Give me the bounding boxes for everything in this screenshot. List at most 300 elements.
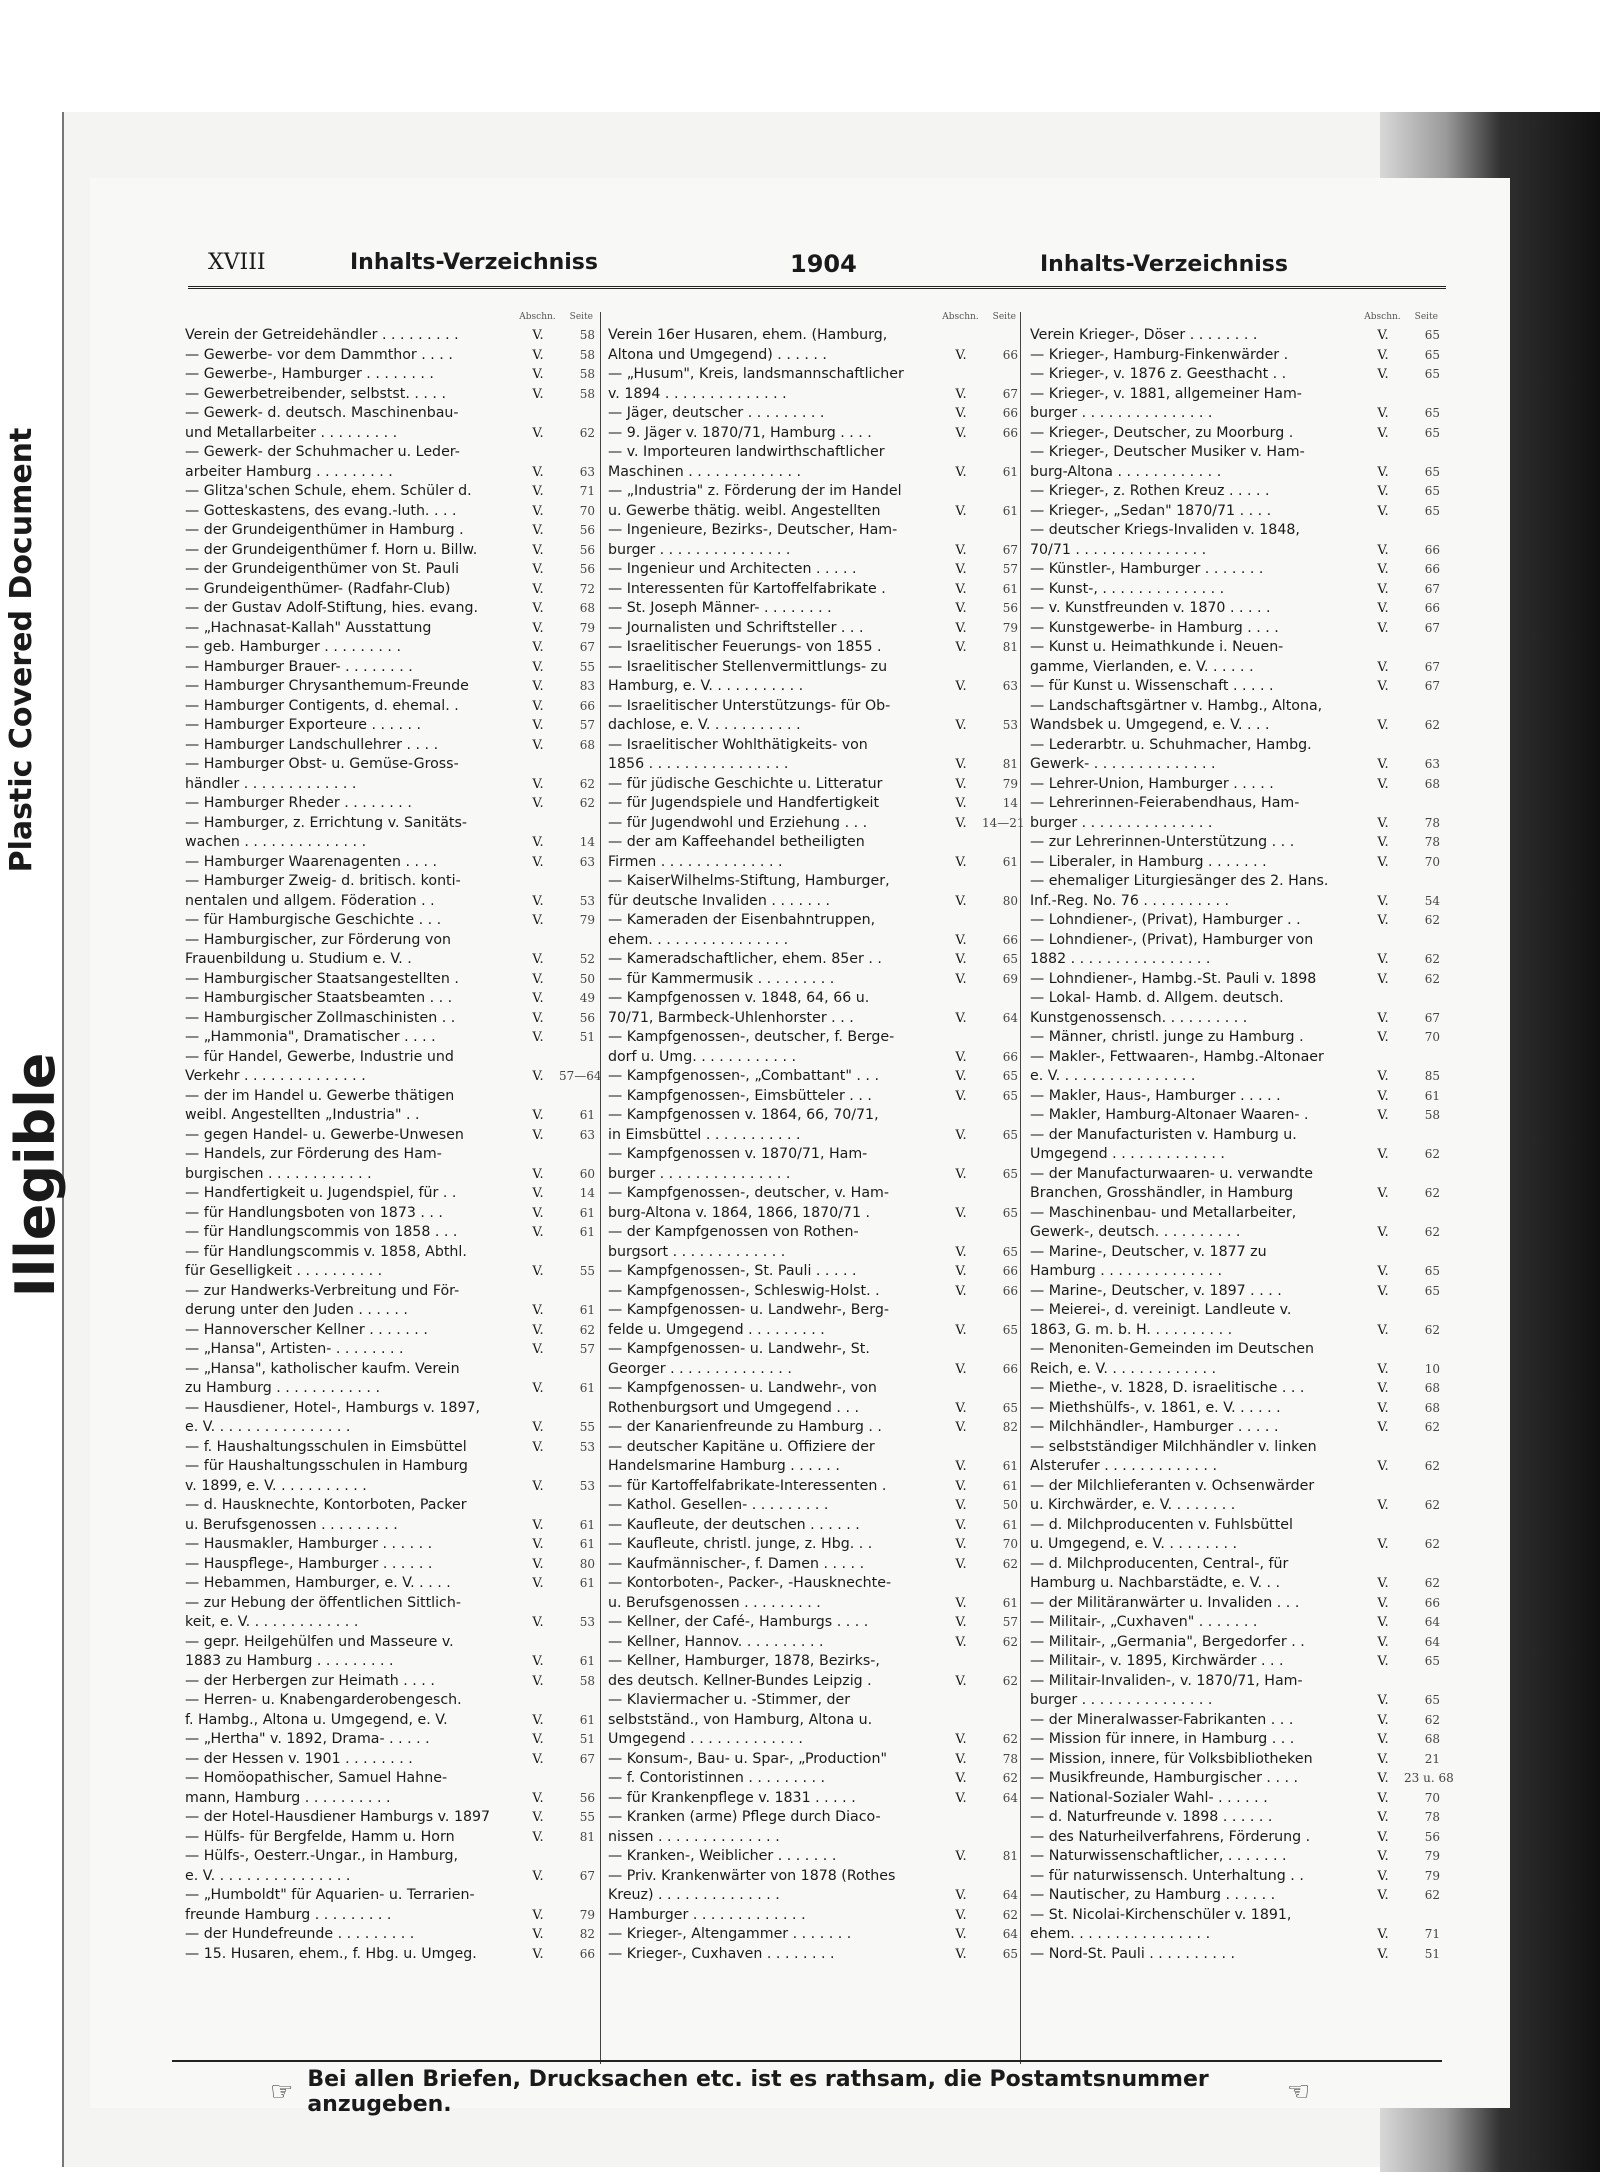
- entry-section: V.: [955, 1498, 967, 1513]
- index-entry: [1030, 1301, 1440, 1321]
- illegible-margin-label: [4, 1030, 66, 1320]
- entry-page: 55: [579, 1264, 595, 1278]
- entry-section: V.: [955, 1537, 967, 1552]
- index-entry: [608, 1925, 1018, 1945]
- entry-section: V.: [1377, 1108, 1389, 1123]
- entry-page: 85: [1424, 1069, 1440, 1083]
- entry-page: 65: [1002, 1166, 1018, 1181]
- entry-page: 66: [1002, 425, 1018, 440]
- entry-section: V.: [532, 1946, 544, 1962]
- index-entry: [608, 1223, 1018, 1243]
- entry-section: V.: [955, 347, 967, 363]
- seite-header: Seite: [1414, 312, 1438, 322]
- entry-name: für Geselligkeit . . . . . . . . . .: [185, 1263, 383, 1279]
- entry-name: e. V. . . . . . . . . . . . . . . .: [185, 1867, 351, 1884]
- entry-name: Verkehr . . . . . . . . . . . . . .: [185, 1068, 366, 1084]
- entry-name: — Hamburger Rheder . . . . . . . .: [185, 795, 412, 811]
- entry-page: 81: [1002, 1849, 1018, 1863]
- entry-name: — f. Haushaltungsschulen in Eimsbüttel: [185, 1438, 467, 1455]
- entry-name: Branchen, Grosshändler, in Hamburg: [1030, 1185, 1294, 1201]
- entry-name: Inf.-Reg. No. 76 . . . . . . . . . .: [1030, 892, 1230, 909]
- index-entry: [185, 1106, 595, 1126]
- entry-name: — der im Handel u. Gewerbe thätigen: [185, 1087, 455, 1104]
- entry-page: 65: [1424, 1693, 1440, 1707]
- entry-page: 57: [579, 718, 595, 732]
- entry-section: V.: [532, 1927, 544, 1942]
- entry-section: V.: [532, 1108, 544, 1123]
- entry-name: — Gewerk- d. deutsch. Maschinenbau-: [185, 405, 459, 421]
- index-entry: [608, 1672, 1018, 1692]
- entry-section: V.: [1377, 971, 1389, 987]
- entry-page: 65: [1424, 464, 1440, 479]
- index-entry: [185, 775, 595, 795]
- index-entry: [608, 1126, 1018, 1146]
- entry-section: V.: [955, 1946, 967, 1962]
- entry-section: V.: [1377, 1810, 1389, 1825]
- entry-section: V.: [1377, 1634, 1389, 1650]
- index-entry: [185, 697, 595, 717]
- entry-name: — Kellner, Hannov. . . . . . . . . .: [608, 1633, 824, 1650]
- entry-page: 53: [1002, 718, 1018, 732]
- index-entry: [608, 1750, 1018, 1770]
- entry-name: Hamburg, e. V. . . . . . . . . . .: [608, 678, 804, 694]
- index-entry: [608, 1496, 1018, 1516]
- entry-name: Hamburg u. Nachbarstädte, e. V. . .: [1030, 1575, 1281, 1591]
- entry-page: 64: [1424, 1634, 1440, 1649]
- index-entry: [608, 1886, 1018, 1906]
- column-separator: [1020, 312, 1021, 2064]
- entry-name: u. Gewerbe thätig. weibl. Angestellten: [608, 502, 881, 519]
- index-entry: [185, 931, 595, 951]
- entry-name: v. 1899, e. V. . . . . . . . . . .: [185, 1477, 367, 1494]
- index-entry: [608, 385, 1018, 405]
- entry-name: nissen . . . . . . . . . . . . . .: [608, 1828, 780, 1845]
- entry-name: wachen . . . . . . . . . . . . . .: [185, 834, 367, 850]
- index-entry: [608, 1301, 1018, 1321]
- entry-page: 56: [579, 1010, 595, 1025]
- entry-page: 61: [579, 1381, 595, 1395]
- entry-name: — Kampfgenossen-, „Combattant" . . .: [608, 1068, 879, 1084]
- entry-name: — der Militäranwärter u. Invaliden . . .: [1030, 1594, 1300, 1611]
- entry-list: [1030, 326, 1454, 1964]
- index-entry: [1030, 833, 1440, 853]
- index-entry: [608, 580, 1018, 600]
- entry-section: V.: [1377, 1790, 1389, 1806]
- index-entry: [1030, 521, 1440, 541]
- index-entry: [1030, 1945, 1440, 1965]
- entry-name: — Hamburger Brauer- . . . . . . . .: [185, 658, 413, 675]
- index-entry: [185, 580, 595, 600]
- index-entry: [185, 950, 595, 970]
- entry-section: V.: [1377, 542, 1389, 558]
- entry-page: 66: [1424, 1595, 1440, 1610]
- entry-name: — National-Sozialer Wahl- . . . . . .: [1030, 1789, 1268, 1806]
- index-entry: [1030, 1672, 1440, 1692]
- index-entry: [1030, 1633, 1440, 1653]
- entry-page: 65: [1002, 1946, 1018, 1961]
- entry-section: V.: [955, 815, 967, 831]
- entry-name: händler . . . . . . . . . . . . .: [185, 775, 357, 792]
- index-entry: [1030, 911, 1440, 931]
- entry-name: 1883 zu Hamburg . . . . . . . . .: [185, 1653, 394, 1669]
- entry-section: V.: [955, 1459, 967, 1474]
- entry-name: — Militair-, v. 1895, Kirchwärder . . .: [1030, 1653, 1284, 1669]
- header-rule: [188, 286, 1446, 289]
- entry-name: arbeiter Hamburg . . . . . . . . .: [185, 463, 393, 480]
- entry-page: 57: [579, 1342, 595, 1356]
- entry-page: 65: [1002, 1088, 1018, 1103]
- entry-name: nentalen und allgem. Föderation . .: [185, 892, 435, 909]
- index-entry: [185, 1594, 595, 1614]
- entry-page: 67: [579, 1751, 595, 1766]
- entry-page: 64: [1002, 1888, 1018, 1902]
- index-entry: [1030, 1418, 1440, 1438]
- entry-section: V.: [532, 1205, 544, 1221]
- entry-page: 66: [579, 698, 595, 713]
- index-entry: [185, 1379, 595, 1399]
- entry-page: 53: [579, 893, 595, 908]
- plastic-covered-text: Plastic Covered Document: [4, 427, 39, 873]
- entry-section: V.: [532, 1868, 544, 1884]
- index-entry: [185, 1340, 595, 1360]
- entry-page: 79: [1424, 1849, 1440, 1863]
- index-entry: [1030, 1262, 1440, 1282]
- entry-section: V.: [532, 1732, 544, 1747]
- entry-page: 70: [1424, 854, 1440, 869]
- entry-name: u. Berufsgenossen . . . . . . . . .: [185, 1516, 398, 1533]
- entry-section: V.: [1377, 1030, 1389, 1045]
- entry-page: 64: [1002, 1790, 1018, 1805]
- index-entry: [608, 1321, 1018, 1341]
- entry-name: — Kampfgenossen-, Schleswig-Holst. .: [608, 1282, 880, 1299]
- entry-name: — für Handel, Gewerbe, Industrie und: [185, 1048, 454, 1065]
- entry-page: 69: [1002, 971, 1018, 986]
- entry-page: 66: [1424, 562, 1440, 576]
- entry-name: für deutsche Invaliden . . . . . . .: [608, 892, 831, 909]
- entry-name: — für Haushaltungsschulen in Hamburg: [185, 1458, 468, 1474]
- entry-name: burger . . . . . . . . . . . . . . .: [1030, 405, 1213, 421]
- entry-page: 70: [1424, 1030, 1440, 1044]
- entry-name: — Makler, Hamburg-Altonaer Waaren- .: [1030, 1107, 1309, 1123]
- entry-page: 62: [579, 796, 595, 810]
- index-entry: [1030, 1906, 1440, 1926]
- entry-name: — „Hachnasat-Kallah" Ausstattung: [185, 619, 432, 636]
- index-entry: [1030, 326, 1440, 346]
- entry-page: 65: [1002, 952, 1018, 966]
- index-entry: [185, 755, 595, 775]
- index-entry: [185, 1204, 595, 1224]
- entry-name: mann, Hamburg . . . . . . . . . .: [185, 1789, 391, 1806]
- entry-section: V.: [532, 328, 544, 343]
- entry-name: Hamburger . . . . . . . . . . . . .: [608, 1906, 806, 1923]
- index-entry: [608, 1613, 1018, 1633]
- entry-name: — Hamburger Zweig- d. britisch. konti-: [185, 873, 461, 889]
- entry-page: 62: [1424, 1576, 1440, 1590]
- column-separator: [600, 312, 601, 2064]
- index-entry: [608, 1652, 1018, 1672]
- entry-section: V.: [955, 1556, 967, 1572]
- entry-page: 62: [1424, 1459, 1440, 1473]
- entry-page: 14: [579, 1186, 595, 1200]
- entry-section: V.: [955, 1673, 967, 1689]
- index-entry: [608, 950, 1018, 970]
- entry-section: V.: [1377, 1751, 1389, 1767]
- entry-name: — 15. Husaren, ehem., f. Hbg. u. Umgeg.: [185, 1945, 477, 1962]
- entry-page: 63: [579, 854, 595, 869]
- entry-section: V.: [1377, 1615, 1389, 1630]
- index-entry: [185, 1048, 595, 1068]
- entry-name: burgischen . . . . . . . . . . . .: [185, 1165, 372, 1182]
- entry-page: 57: [1002, 1615, 1018, 1629]
- entry-section: V.: [532, 698, 544, 714]
- index-entry: [1030, 1165, 1440, 1185]
- index-entry: [185, 385, 595, 405]
- entry-section: V.: [1377, 1732, 1389, 1747]
- footer-text: Bei allen Briefen, Drucksachen etc. ist es rathsam, die Postamtsnummer anzugeben.: [307, 2067, 1209, 2117]
- entry-page: 67: [1424, 620, 1440, 635]
- index-entry: [608, 1282, 1018, 1302]
- entry-section: V.: [532, 464, 544, 480]
- entry-section: V.: [955, 1517, 967, 1533]
- index-entry: [185, 794, 595, 814]
- entry-section: V.: [955, 1010, 967, 1026]
- index-entry: [1030, 1067, 1440, 1087]
- entry-name: — Lohndiener-, (Privat), Hamburger von: [1030, 931, 1314, 948]
- index-entry: [1030, 1399, 1440, 1419]
- index-entry: [185, 1028, 595, 1048]
- entry-section: V.: [532, 854, 544, 870]
- entry-section: V.: [1377, 1771, 1389, 1786]
- index-entry: [185, 1828, 595, 1848]
- entry-name: — Krieger-, v. 1876 z. Geesthacht . .: [1030, 366, 1287, 382]
- entry-page: 66: [1424, 601, 1440, 615]
- entry-name: und Metallarbeiter . . . . . . . . .: [185, 424, 398, 441]
- entry-section: V.: [955, 679, 967, 694]
- entry-section: V.: [1377, 1420, 1389, 1435]
- index-entry: [608, 1730, 1018, 1750]
- entry-page: 65: [1424, 484, 1440, 498]
- entry-section: V.: [955, 620, 967, 636]
- entry-page: 61: [1002, 1595, 1018, 1610]
- entry-name: — Kathol. Gesellen- . . . . . . . . .: [608, 1497, 829, 1513]
- entry-name: — Hauspflege-, Hamburger . . . . . .: [185, 1555, 433, 1572]
- index-entry: [608, 1262, 1018, 1282]
- entry-name: — Journalisten und Schriftsteller . . .: [608, 619, 864, 636]
- entry-name: — Hebammen, Hamburger, e. V. . . . .: [185, 1575, 451, 1591]
- index-entry: [608, 658, 1018, 678]
- entry-page: 53: [579, 1615, 595, 1629]
- entry-section: V.: [1377, 1088, 1389, 1104]
- index-entry: [1030, 1847, 1440, 1867]
- entry-name: — Kaufleute, christl. junge, z. Hbg. . .: [608, 1536, 873, 1552]
- entry-page: 63: [1002, 679, 1018, 693]
- entry-section: V.: [532, 1615, 544, 1630]
- entry-page: 62: [1424, 1498, 1440, 1512]
- entry-page: 64: [1002, 1010, 1018, 1025]
- entry-page: 71: [1424, 1927, 1440, 1941]
- entry-name: burger . . . . . . . . . . . . . . .: [608, 1165, 791, 1182]
- index-entry: [608, 970, 1018, 990]
- entry-name: — Gewerbe-, Hamburger . . . . . . . .: [185, 366, 434, 382]
- index-entry: [1030, 716, 1440, 736]
- entry-section: V.: [1377, 1849, 1389, 1864]
- entry-section: V.: [955, 1049, 967, 1065]
- entry-name: — Kampfgenossen-, Eimsbütteler . . .: [608, 1087, 872, 1104]
- entry-section: V.: [532, 367, 544, 382]
- entry-name: — der Grundeigenthümer f. Horn u. Billw.: [185, 541, 478, 558]
- entry-page: 61: [579, 1576, 595, 1590]
- index-entry: [185, 1418, 595, 1438]
- entry-section: V.: [532, 542, 544, 558]
- index-entry: [185, 989, 595, 1009]
- entry-section: V.: [1377, 620, 1389, 636]
- entry-name: — Kunst-, . . . . . . . . . . . . . .: [1030, 580, 1225, 597]
- entry-section: V.: [1377, 1595, 1389, 1611]
- entry-name: — Kampfgenossen- u. Landwehr-, St.: [608, 1341, 870, 1357]
- entry-name: — der Kanarienfreunde zu Hamburg . .: [608, 1419, 882, 1435]
- entry-name: burger . . . . . . . . . . . . . . .: [608, 541, 791, 558]
- entry-page: 62: [1424, 1225, 1440, 1239]
- entry-name: — „Husum", Kreis, landsmannschaftlicher: [608, 366, 904, 382]
- entry-page: 65: [1002, 1400, 1018, 1415]
- index-entry: [608, 1691, 1018, 1711]
- index-entry: [608, 404, 1018, 424]
- entry-name: dachlose, e. V. . . . . . . . . . .: [608, 717, 801, 733]
- entry-page: 78: [1424, 835, 1440, 849]
- index-entry: [185, 1886, 595, 1906]
- index-entry: [185, 1750, 595, 1770]
- entry-section: V.: [1377, 425, 1389, 441]
- entry-name: des deutsch. Kellner-Bundes Leipzig .: [608, 1672, 872, 1689]
- entry-name: — Miethshülfs-, v. 1861, e. V. . . . . .: [1030, 1399, 1281, 1416]
- entry-section: V.: [955, 1283, 967, 1299]
- entry-name: — Kampfgenossen- u. Landwehr-, von: [608, 1380, 877, 1396]
- index-column-1: [185, 312, 602, 2064]
- entry-section: V.: [532, 718, 544, 733]
- index-entry: [185, 1847, 595, 1867]
- index-entry: [1030, 638, 1440, 658]
- entry-name: — Interessenten für Kartoffelfabrikate .: [608, 580, 886, 597]
- entry-section: V.: [1377, 1927, 1389, 1942]
- entry-name: — Miethe-, v. 1828, D. israelitische . . .: [1030, 1380, 1305, 1396]
- entry-section: V.: [532, 425, 544, 441]
- entry-name: — Konsum-, Bau- u. Spar-, „Production": [608, 1750, 887, 1767]
- entry-name: — geb. Hamburger . . . . . . . . .: [185, 639, 401, 655]
- entry-name: burg-Altona . . . . . . . . . . . .: [1030, 463, 1222, 480]
- index-entry: [1030, 1828, 1440, 1848]
- index-entry: [1030, 443, 1440, 463]
- entry-page: 71: [579, 484, 595, 498]
- index-entry: [1030, 1457, 1440, 1477]
- index-entry: [185, 1243, 595, 1263]
- entry-page: 62: [1002, 1673, 1018, 1688]
- index-entry: [1030, 599, 1440, 619]
- entry-section: V.: [1377, 718, 1389, 733]
- entry-section: V.: [532, 1810, 544, 1825]
- index-entry: [185, 1574, 595, 1594]
- header-year: 1904: [790, 250, 857, 278]
- index-entry: [1030, 502, 1440, 522]
- entry-section: V.: [1377, 367, 1389, 382]
- entry-name: keit, e. V. . . . . . . . . . . . .: [185, 1614, 359, 1630]
- entry-section: V.: [955, 1751, 967, 1767]
- entry-section: V.: [532, 659, 544, 675]
- entry-page: 65: [1002, 1069, 1018, 1083]
- entry-name: — Kameradschaftlicher, ehem. 85er . .: [608, 951, 882, 967]
- entry-section: V.: [532, 1790, 544, 1806]
- entry-name: — zur Lehrerinnen-Unterstützung . . .: [1030, 834, 1295, 850]
- entry-name: — Marine-, Deutscher, v. 1877 zu: [1030, 1243, 1267, 1260]
- entry-page: 67: [1424, 1010, 1440, 1025]
- entry-name: Reich, e. V. . . . . . . . . . . . .: [1030, 1360, 1217, 1377]
- illegible-text: Illegible: [4, 1052, 67, 1298]
- entry-page: 21: [1424, 1751, 1440, 1766]
- entry-name: — Nord-St. Pauli . . . . . . . . . .: [1030, 1945, 1235, 1962]
- entry-page: 67: [1424, 659, 1440, 674]
- index-entry: [1030, 541, 1440, 561]
- entry-name: — Kaufmännischer-, f. Damen . . . . .: [608, 1555, 865, 1572]
- entry-page: 62: [1424, 1322, 1440, 1337]
- index-entry: [608, 872, 1018, 892]
- entry-list: [185, 326, 602, 1964]
- entry-section: V.: [1377, 952, 1389, 967]
- entry-section: V.: [1377, 464, 1389, 480]
- entry-name: — der Grundeigenthümer von St. Pauli: [185, 561, 460, 577]
- index-entry: [608, 1379, 1018, 1399]
- index-entry: [608, 1418, 1018, 1438]
- entry-page: 14: [1002, 796, 1018, 810]
- entry-page: 55: [579, 1420, 595, 1434]
- entry-name: — deutscher Kriegs-Invaliden v. 1848,: [1030, 522, 1300, 538]
- entry-name: — d. Milchproducenten, Central-, für: [1030, 1555, 1289, 1572]
- entry-page: 79: [579, 913, 595, 927]
- entry-name: — der Herbergen zur Heimath . . . .: [185, 1672, 435, 1689]
- entry-name: — Herren- u. Knabengarderobengesch.: [185, 1692, 462, 1708]
- entry-name: — Hamburger Contigents, d. ehemal. .: [185, 697, 459, 714]
- entry-page: 51: [579, 1030, 595, 1044]
- entry-page: 55: [579, 659, 595, 674]
- entry-name: — Militair-Invaliden-, v. 1870/71, Ham-: [1030, 1672, 1303, 1689]
- entry-section: V.: [1377, 601, 1389, 616]
- entry-page: 79: [579, 620, 595, 635]
- entry-name: — der Mineralwasser-Fabrikanten . . .: [1030, 1711, 1294, 1728]
- index-entry: [1030, 424, 1440, 444]
- entry-section: V.: [1377, 1361, 1389, 1377]
- entry-name: — d. Naturfreunde v. 1898 . . . . . .: [1030, 1809, 1273, 1825]
- index-entry: [608, 346, 1018, 366]
- entry-name: 70/71, Barmbeck-Uhlenhorster . . .: [608, 1009, 854, 1026]
- entry-section: V.: [532, 523, 544, 538]
- entry-name: Alsterufer . . . . . . . . . . . . .: [1030, 1458, 1217, 1474]
- index-entry: [185, 1223, 595, 1243]
- entry-page: 65: [1002, 1205, 1018, 1220]
- entry-page: 52: [579, 952, 595, 966]
- entry-name: — Naturwissenschaftlicher, . . . . . . .: [1030, 1848, 1287, 1864]
- entry-page: 67: [1424, 679, 1440, 693]
- entry-page: 58: [1424, 1108, 1440, 1122]
- entry-page: 58: [579, 367, 595, 381]
- entry-name: — Kampfgenossen-, St. Pauli . . . . .: [608, 1263, 857, 1279]
- entry-page: 56: [1002, 601, 1018, 615]
- entry-section: V.: [532, 484, 544, 499]
- entry-name: Handelsmarine Hamburg . . . . . .: [608, 1458, 840, 1474]
- index-entry: [608, 502, 1018, 522]
- entry-section: V.: [1377, 659, 1389, 675]
- entry-name: — Gewerk- der Schuhmacher u. Leder-: [185, 444, 460, 460]
- entry-section: V.: [532, 1712, 544, 1728]
- entry-page: 83: [579, 679, 595, 693]
- entry-section: V.: [955, 1264, 967, 1279]
